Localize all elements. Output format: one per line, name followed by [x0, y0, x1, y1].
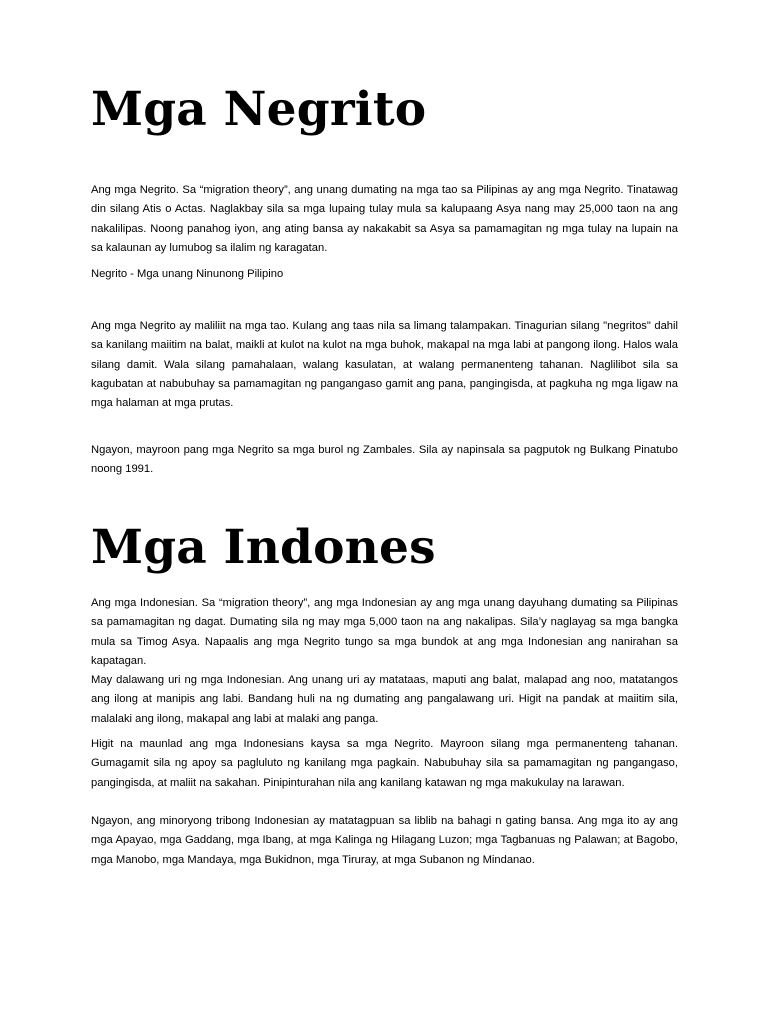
paragraph-negrito-today: Ngayon, mayroon pang mga Negrito sa mga burol ng Zambales. Sila ay napinsala sa pagputok ng Bulkang Pinatubo noong 1991. — [91, 444, 678, 476]
paragraph-indones-today: Ngayon, ang minoryong tribong Indonesian ay matatagpuan sa liblib na bahagi n gating bansa. Ang mga ito ay ang mga Apayao, mga Gaddang, mga Ibang, at mga Kalinga ng Hilagang Luzon; mga Tagbanuas ng Palawan; at Bagobo, mga Manobo, mga Mandaya, mga Bukidnon, mga Tiruray, at mga Subanon ng Mindanao. — [91, 815, 678, 866]
section-title-indones: Mga Indones — [91, 520, 436, 575]
paragraph-indones-progress: Higit na maunlad ang mga Indonesians kaysa sa mga Negrito. Mayroon silang mga permanenteng tahanan. Gumagamit sila ng apoy sa pagluluto ng kanilang mga pagkain. Nabubuhay sila sa pamamagitan ng pangangaso, pangingisda, at maliit na sakahan. Pinipinturahan nila ang kanilang katawan ng mga makukulay na larawan. — [91, 738, 678, 789]
paragraph-indones-types: May dalawang uri ng mga Indonesian. Ang unang uri ay matataas, maputi ang balat, malapad ang noo, matatangos ang ilong at manipis ang labi. Bandang huli na ng dumating ang pangalawang uri. Higit na pandak at maiitim sila, malalaki ang ilong, makapal ang labi at malaki ang panga. — [91, 674, 678, 725]
paragraph-indones-intro: Ang mga Indonesian. Sa “migration theory”, ang mga Indonesian ay ang mga unang dayuhang dumating sa Pilipinas sa pamamagitan ng dagat. Dumating sila ng may mga 5,000 taon na ang nakalipas. Sila’y naglayag sa mga bangka mula sa Timog Asya. Napaalis ang mga Negrito tungo sa mga bundok at ang mga Indonesian ang nanirahan sa kapatagan. — [91, 597, 678, 667]
section-title-negrito: Mga Negrito — [91, 82, 427, 137]
paragraph-negrito-description: Ang mga Negrito ay maliliit na mga tao. Kulang ang taas nila sa limang talampakan. Tinagurian silang "negritos" dahil sa kanilang maiitim na balat, maikli at kulot na kulot na mga buhok, makapal na mga labi at pangong ilong. Halos wala silang damit. Wala silang pamahalaan, walang kasulatan, at walang permanenteng tahanan. Naglilibot sila sa kagubatan at nabubuhay sa pamamagitan ng pangangaso gamit ang pana, pangingisda, at pagkuha ng mga ligaw na mga halaman at mga prutas. — [91, 320, 678, 410]
paragraph-negrito-subtitle: Negrito - Mga unang Ninunong Pilipino — [91, 268, 284, 280]
paragraph-negrito-intro: Ang mga Negrito. Sa “migration theory”, ang unang dumating na mga tao sa Pilipinas ay ang mga Negrito. Tinatawag din silang Atis o Actas. Naglakbay sila sa mga lupaing tulay mula sa kalupaang Asya nang may 25,000 taon na ang nakalilipas. Noong panahog iyon, ang ating bansa ay nakakabit sa Asya sa pamamagitan ng mga tulay na lupain na sa kalaunan ay lumubog sa ilalim ng karagatan. — [91, 184, 678, 254]
